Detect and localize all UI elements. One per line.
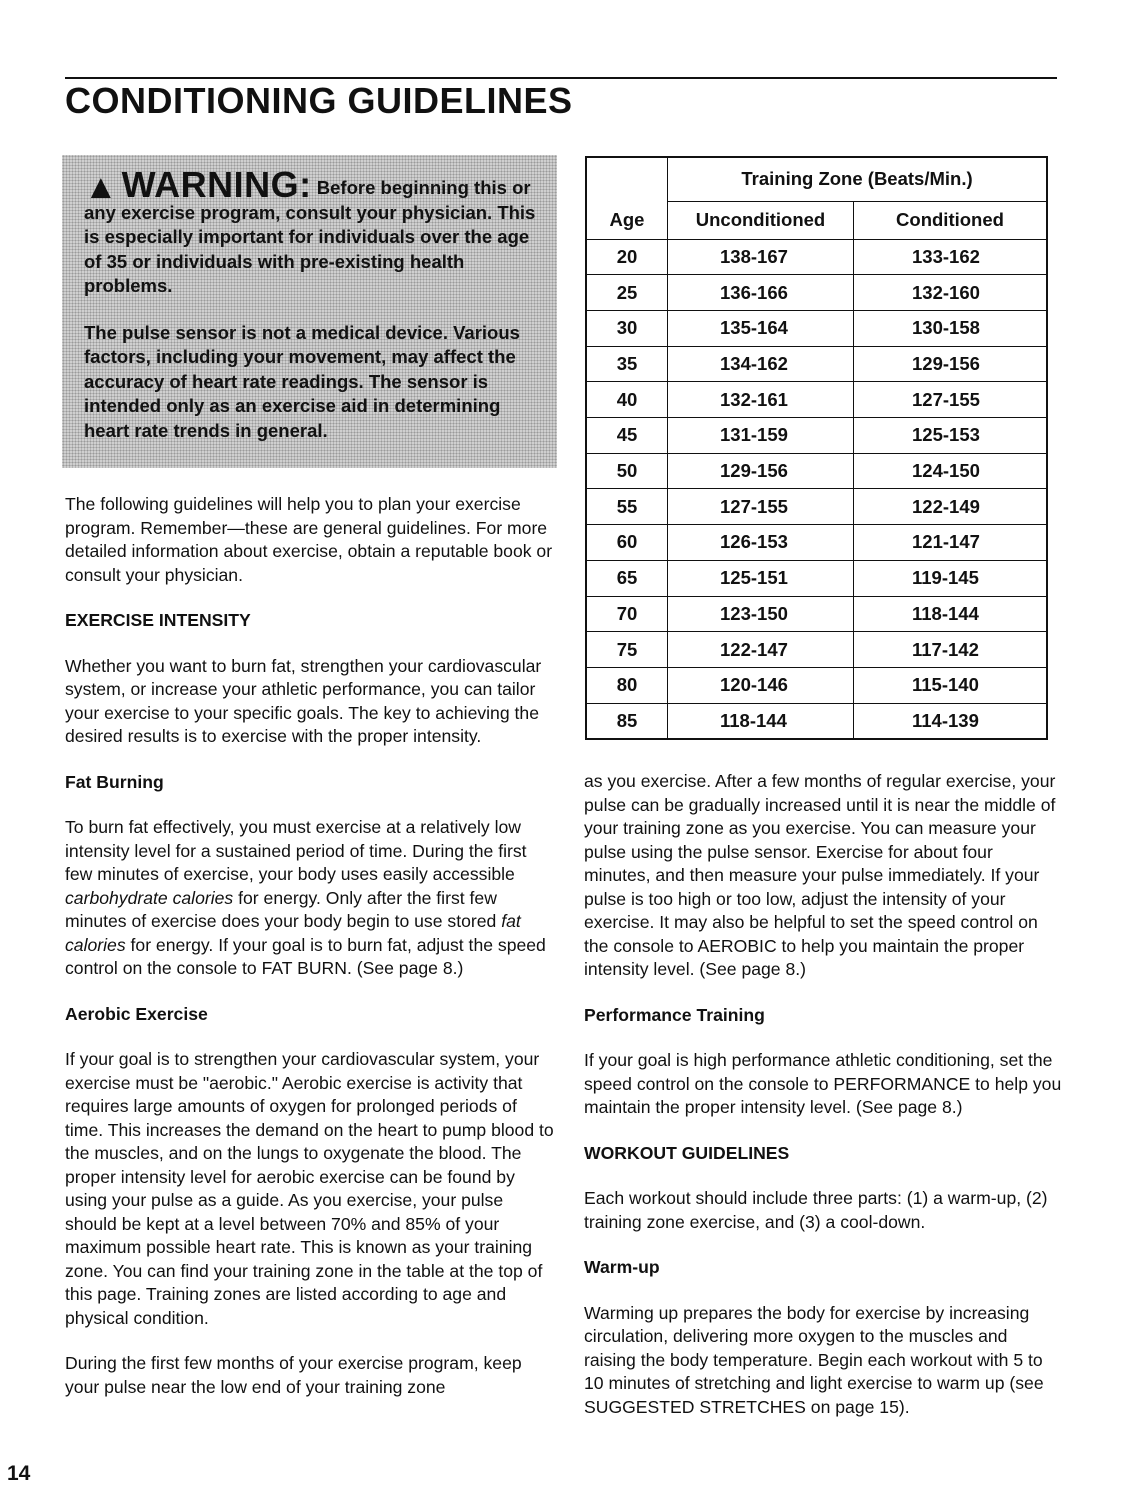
age-cell: 45	[586, 418, 668, 454]
conditioned-cell: 124-150	[854, 453, 1048, 489]
conditioned-cell: 119-145	[854, 560, 1048, 596]
conditioned-cell: 117-142	[854, 632, 1048, 668]
fat-burning-text-b: for energy. Only after the first few minutes of exercise does your body begin to use stored	[65, 887, 497, 931]
warning-box	[62, 155, 557, 468]
conditioned-cell: 132-160	[854, 275, 1048, 311]
aerobic-exercise-paragraph: If your goal is to strengthen your cardiovascular system, your exercise must be "aerobic." Aerobic exercise is activity that requires large amounts of oxygen for prolonged periods of time. This increases the demand on the heart to pump blood to the muscles, and on the lungs to oxygenate the blood. The proper intensity level for aerobic exercise can be found by using your pulse as a guide. As you exercise, your pulse should be kept at a level between 70% and 85% of your maximum possible heart rate. This is known as your training zone. You can find your training zone in the table at the top of this page. Training zones are listed according to age and physical condition.	[65, 1049, 554, 1328]
unconditioned-cell: 118-144	[668, 703, 854, 739]
header-training-zone: Training Zone (Beats/Min.)	[668, 157, 1048, 201]
header-age: Age	[586, 157, 668, 239]
unconditioned-cell: 129-156	[668, 453, 854, 489]
conditioned-cell: 114-139	[854, 703, 1048, 739]
unconditioned-cell: 120-146	[668, 667, 854, 703]
conditioned-cell: 129-156	[854, 346, 1048, 382]
warning-paragraph-2: The pulse sensor is not a medical device. Various factors, including your movement, may affect the accuracy of heart rate readings. The sensor is intended only as an exercise aid in determining heart rate trends in general.	[84, 321, 520, 441]
header-rule	[65, 77, 1057, 79]
exercise-intensity-paragraph: Whether you want to burn fat, strengthen your cardiovascular system, or increase your athletic performance, you can tailor your exercise to your specific goals. The key to achieving the desired results is to exercise with the proper intensity.	[65, 655, 542, 746]
age-cell: 85	[586, 703, 668, 739]
unconditioned-cell: 125-151	[668, 560, 854, 596]
unconditioned-cell: 132-161	[668, 382, 854, 418]
conditioned-cell: 118-144	[854, 596, 1048, 632]
unconditioned-cell: 136-166	[668, 275, 854, 311]
age-cell: 70	[586, 596, 668, 632]
unconditioned-cell: 126-153	[668, 525, 854, 561]
table-row	[586, 418, 1047, 454]
warning-lead: Before beginning	[316, 177, 469, 198]
age-cell: 35	[586, 346, 668, 382]
warning-label: WARNING:	[121, 164, 312, 205]
unconditioned-cell: 138-167	[668, 239, 854, 275]
age-cell: 20	[586, 239, 668, 275]
left-column	[65, 493, 557, 1399]
header-unconditioned: Unconditioned	[668, 201, 854, 239]
age-cell: 55	[586, 489, 668, 525]
age-cell: 65	[586, 560, 668, 596]
conditioned-cell: 125-153	[854, 418, 1048, 454]
workout-guidelines-heading: WORKOUT GUIDELINES	[584, 1142, 790, 1163]
table-row	[586, 489, 1047, 525]
unconditioned-cell: 127-155	[668, 489, 854, 525]
conditioned-cell: 122-149	[854, 489, 1048, 525]
table-row	[586, 525, 1047, 561]
fat-burning-heading: Fat Burning	[65, 771, 164, 792]
page-number: 14	[7, 1462, 31, 1485]
aerobic-exercise-heading: Aerobic Exercise	[65, 1003, 208, 1024]
age-cell: 40	[586, 382, 668, 418]
table-row	[586, 239, 1047, 275]
warning-text-1: this or any exercise program, consult your physician. This is especially important for individuals over the age of 35 or individuals with pre-existing health problems.	[84, 177, 536, 296]
conditioned-cell: 121-147	[854, 525, 1048, 561]
table-row	[586, 632, 1047, 668]
intro-paragraph: The following guidelines will help you to plan your exercise program. Remember—these are general guidelines. For more detailed information about exercise, obtain a reputable book or consult your physician.	[65, 494, 553, 585]
table-row	[586, 596, 1047, 632]
age-cell: 25	[586, 275, 668, 311]
fat-burning-em-fat: fat calories	[65, 911, 521, 955]
header-conditioned: Conditioned	[854, 201, 1048, 239]
table-header-row-1	[586, 157, 1047, 201]
performance-training-paragraph: If your goal is high performance athletic conditioning, set the speed control on the console to PERFORMANCE to help you maintain the proper intensity level. (See page 8.)	[584, 1050, 1062, 1117]
unconditioned-cell: 122-147	[668, 632, 854, 668]
unconditioned-cell: 134-162	[668, 346, 854, 382]
conditioned-cell: 130-158	[854, 310, 1048, 346]
unconditioned-cell: 131-159	[668, 418, 854, 454]
exercise-intensity-heading: EXERCISE INTENSITY	[65, 610, 251, 630]
age-cell: 60	[586, 525, 668, 561]
warning-paragraph-1	[84, 164, 537, 299]
table-row	[586, 667, 1047, 703]
table-row	[586, 310, 1047, 346]
table-row	[586, 703, 1047, 739]
table-row	[586, 560, 1047, 596]
table-row	[586, 275, 1047, 311]
fat-burning-paragraph	[65, 816, 557, 981]
continued-paragraph: as you exercise. After a few months of regular exercise, your pulse can be gradually increased until it is near the middle of your training zone as you exercise. You can measure your pulse using the pulse sensor. Exercise for about four minutes, and then measure your pulse immediately. If your pulse is too high or too low, adjust the intensity of your exercise. It may also be helpful to set the speed control on the console to AEROBIC to help you maintain the proper intensity level. (See page 8.)	[584, 771, 1056, 979]
unconditioned-cell: 123-150	[668, 596, 854, 632]
fat-burning-em-carbohydrate: carbohydrate calories	[65, 887, 234, 908]
training-zone-rows	[586, 239, 1047, 739]
warm-up-paragraph: Warming up prepares the body for exercise by increasing circulation, delivering more oxygen to the muscles and raising the body temperature. Begin each workout with 5 to 10 minutes of stretching and light exercise to warm up (see SUGGESTED STRETCHES on page 15).	[584, 1302, 1044, 1417]
age-cell: 80	[586, 667, 668, 703]
page-title: CONDITIONING GUIDELINES	[65, 80, 573, 121]
right-column	[584, 770, 1062, 1419]
age-cell: 30	[586, 310, 668, 346]
conditioned-cell: 127-155	[854, 382, 1048, 418]
unconditioned-cell: 135-164	[668, 310, 854, 346]
warm-up-heading: Warm-up	[584, 1257, 660, 1277]
first-months-paragraph: During the first few months of your exercise program, keep your pulse near the low end of your training zone	[65, 1353, 522, 1397]
training-zone-table	[585, 156, 1048, 740]
age-cell: 75	[586, 632, 668, 668]
table-row	[586, 346, 1047, 382]
conditioned-cell: 133-162	[854, 239, 1048, 275]
workout-guidelines-paragraph: Each workout should include three parts: (1) a warm-up, (2) training zone exercise, and (3) a cool-down.	[584, 1188, 1048, 1232]
warning-triangle-icon: ▲	[84, 168, 118, 206]
performance-training-heading: Performance Training	[584, 1004, 765, 1025]
conditioned-cell: 115-140	[854, 667, 1048, 703]
table-row	[586, 382, 1047, 418]
fat-burning-text-a: To burn fat effectively, you must exercise at a relatively low intensity level for a sustained period of time. During the first few minutes of exercise, your body uses easily accessible	[65, 817, 527, 884]
fat-burning-text-c: for energy. If your goal is to burn fat, adjust the speed control on the console to FAT BURN. (See page 8.)	[65, 934, 546, 978]
age-cell: 50	[586, 453, 668, 489]
table-row	[586, 453, 1047, 489]
